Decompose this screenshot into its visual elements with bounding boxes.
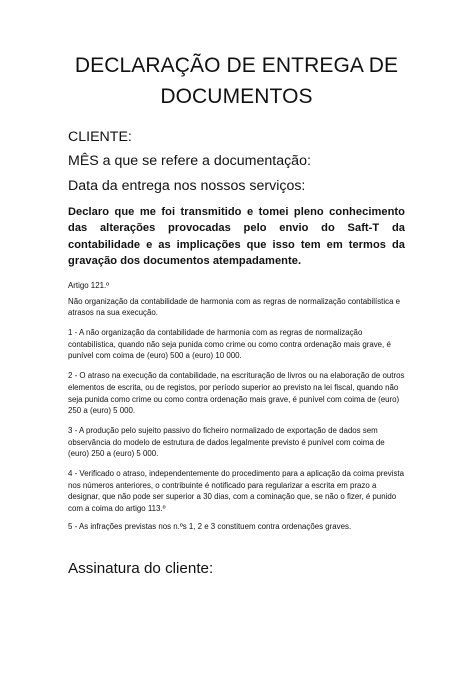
- month-label: MÊS a que se refere a documentação:: [68, 153, 311, 169]
- document-title: DECLARAÇÃO DE ENTREGA DE DOCUMENTOS: [74, 54, 399, 108]
- document-page: [0, 50, 474, 682]
- signature-label: Assinatura do cliente:: [68, 559, 214, 577]
- article-intro: Não organização da contabilidade de harmonia com as regras de normalização contabilística e atrasos na sua execução.: [68, 296, 401, 318]
- article-heading: Artigo 121.º: [68, 280, 110, 290]
- declaration-text: Declaro que me foi transmitido e tomei pleno conhecimento das alterações provocadas pelo envio do Saft-T da contabilidade e as implicações que isso tem em termos da gravação dos documentos atempadamente.: [68, 206, 405, 268]
- article-paragraph-5: 5 - As infrações previstas nos n.ºs 1, 2 e 3 constituem contra ordenações graves.: [68, 521, 352, 531]
- client-label: CLIENTE:: [68, 129, 132, 145]
- delivery-date-label: Data da entrega nos nossos serviços:: [68, 178, 306, 194]
- article-paragraph-2: 2 - O atraso na execução da contabilidade, na escrituração de livros ou na elaboração de outros elementos de escrita, ou de registos, por período superior ao previsto na lei fiscal, quando não seja punida como crime ou como contra ordenação mais grave, é punível com coima de (euro) 250 a (euro) 5 000.: [68, 371, 405, 416]
- article-paragraph-3: 3 - A produção pelo sujeito passivo do ficheiro normalizado de exportação de dados sem observância do modelo de estrutura de dados legalmente previsto é punível com coima de (euro) 250 a (euro) 5 000.: [68, 425, 385, 459]
- article-paragraph-4: 4 - Verificado o atraso, independentemente do procedimento para a aplicação da coima prevista nos números anteriores, o contribuinte é notificado para regularizar a escrita em prazo a designar, que não pode ser superior a 30 dias, com a cominação que, se não o fizer, é punido com a coima do artigo 113.º: [68, 469, 404, 514]
- article-paragraph-1: 1 - A não organização da contabilidade de harmonia com as regras de normalização contabilística, quando não seja punida como crime ou como contra ordenação mais grave, é punível com coima de (euro) 500 a (euro) 10 000.: [68, 328, 391, 361]
